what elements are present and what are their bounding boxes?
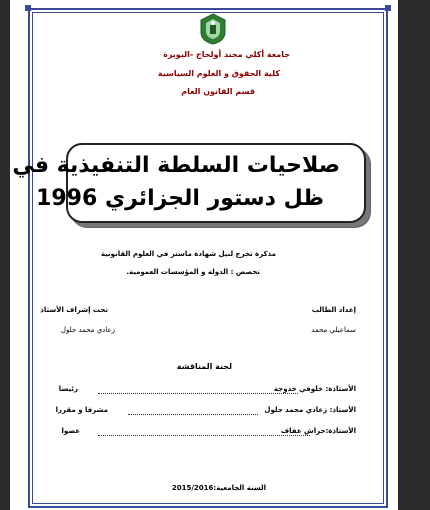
committee-member-name: الأستاذة:حراش عفاف: [281, 427, 356, 435]
committee-member-role: عضوا: [61, 427, 80, 435]
university-name: جامعة أكلي محند أولحاج -البويرة: [163, 50, 290, 59]
supervisor-name: زعادي محمد جلول: [60, 326, 115, 334]
document-page: [10, 0, 398, 510]
border-corner: [385, 5, 391, 11]
dotted-line: [98, 393, 298, 394]
dotted-line: [128, 414, 258, 415]
committee-member-name: الأستاذ: زعادي محمد جلول: [264, 406, 356, 414]
thesis-title-line2: ظل دستور الجزائري 1996: [36, 186, 324, 211]
faculty-name: كلية الحقوق و العلوم السياسية: [157, 69, 280, 78]
memo-purpose: مذكرة تخرج لنيل شهادة ماستر في العلوم القانونية: [100, 250, 276, 258]
committee-member-role: رئيسا: [58, 385, 78, 393]
department-name: قسم القانون العام: [181, 87, 255, 96]
supervisor-label: تحت إشراف الأستاذ: [40, 306, 108, 314]
academic-year: السنة الجامعية:2015/2016: [171, 484, 266, 492]
thesis-title-box: [12, 143, 366, 223]
dotted-line: [98, 435, 310, 436]
student-name: سماعيلي محمد: [311, 326, 356, 334]
student-label: إعداد الطالب: [311, 306, 356, 314]
university-logo-icon: [195, 12, 231, 46]
committee-heading: لجنة المناقشة: [176, 362, 232, 371]
border-corner: [25, 5, 31, 11]
committee-member-role: مشرفا و مقررا: [55, 406, 108, 414]
thesis-title-line1: صلاحيات السلطة التنفيذية في: [12, 153, 340, 178]
memo-specialty: تخصص : الدولة و المؤسسات العمومية.: [126, 268, 260, 276]
committee-member-name: الأستاذة: خلوفي خدوجة: [273, 385, 356, 393]
